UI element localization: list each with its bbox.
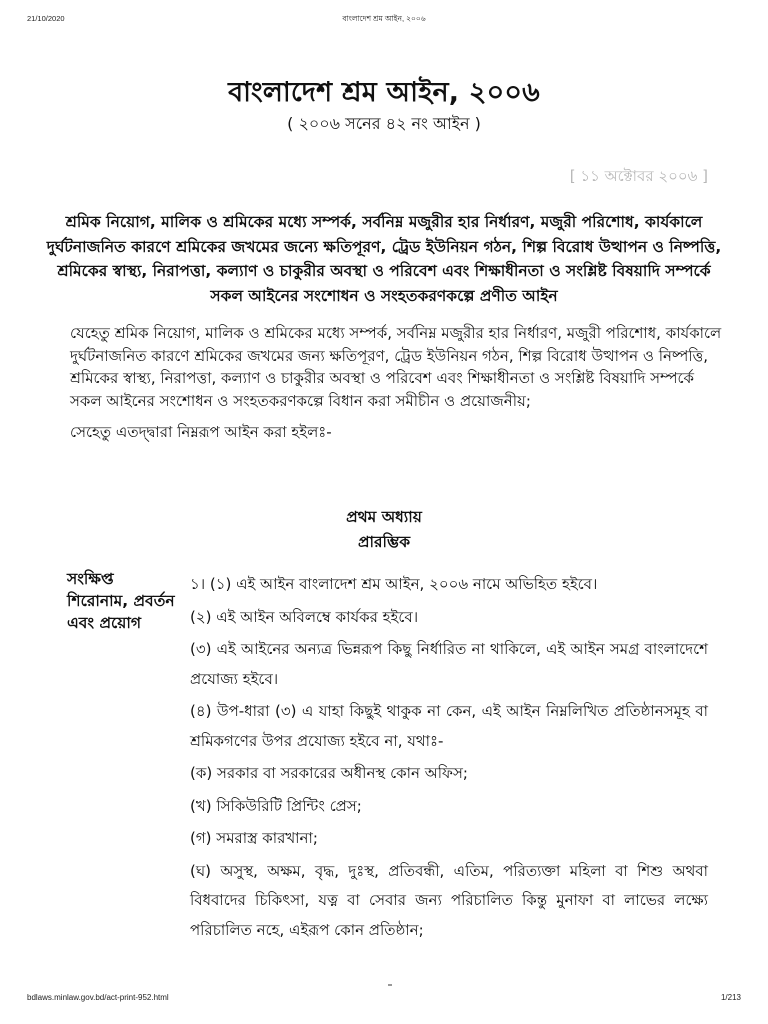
preamble-whereas: যেহেতু শ্রমিক নিয়োগ, মালিক ও শ্রমিকের মধ্যে সম্পর্ক, সর্বনিম্ন মজুরীর হার নির্ধারণ, মজুরী পরিশোধ, কার্যকালে দুর্ঘটনাজনিত কারণে শ্রমিকের জখমের জন্য ক্ষতিপূরণ, ট্রেড ইউনিয়ন গঠন, শিল্প বিরোধ উত্থাপন ও নিষ্পত্তি, শ্রমিকের স্বাস্থ্য, নিরাপত্তা, কল্যাণ ও চাকুরীর অবস্থা ও পরিবেশ এবং শিক্ষাধীনতা ও সংশ্লিষ্ট বিষয়াদি সম্পর্কে সকল আইনের সংশোধন ও সংহতকরণকল্পে বিধান করা সমীচীন ও প্রয়োজনীয়; (70, 324, 722, 410)
print-footer (0, 993, 768, 1007)
section-paragraph: ১। (১) এই আইন বাংলাদেশ শ্রম আইন, ২০০৬ নামে অভিহিত হইবে। (190, 575, 598, 593)
section-paragraph: (গ) সমরাস্ত্র কারখানা; (190, 829, 318, 847)
section-paragraph: (৩) এই আইনের অন্যত্র ভিন্নরূপ কিছু নির্ধারিত না থাকিলে, এই আইন সমগ্র বাংলাদেশে প্রযোজ্য হইবে। (190, 640, 708, 688)
preamble-enacting-clause: সেহেতু এতদ্দ্বারা নিম্নরূপ আইন করা হইলঃ- (70, 423, 332, 441)
print-page-title: বাংলাদেশ শ্রম আইন, ২০০৬ (342, 14, 426, 23)
chapter-number: প্রথম অধ্যায় (346, 508, 422, 526)
section-paragraph: (ঘ) অসুস্থ, অক্ষম, বৃদ্ধ, দুঃস্থ, প্রতিবন্ধী, এতিম, পরিত্যক্তা মহিলা বা শিশু অথবা বিধবাদের চিকিৎসা, যত্ন বা সেবার জন্য পরিচালিত কিন্তু মুনাফা বা লাভের লক্ষ্যে পরিচালিত নহে, এইরূপ কোন প্রতিষ্ঠান; (190, 861, 708, 939)
print-date: 21/10/2020 (27, 14, 65, 23)
act-date: [ ১১ অক্টোবর ২০০৬ ] (569, 167, 708, 185)
print-header (0, 14, 768, 26)
chapter-name: প্রারম্ভিক (357, 533, 411, 551)
section-paragraph: (২) এই আইন অবিলম্বে কার্যকর হইবে। (190, 607, 419, 626)
section-paragraph: (৪) উপ-ধারা (৩) এ যাহা কিছুই থাকুক না কেন, এই আইন নিম্নলিখিত প্রতিষ্ঠানসমূহ বা শ্রমিকগণের উপর প্রযোজ্য হইবে না, যথাঃ- (190, 702, 708, 750)
page-break-mark (388, 984, 392, 986)
print-url[interactable]: bdlaws.minlaw.gov.bd/act-print-952.html (27, 993, 169, 1002)
section-paragraph: (ক) সরকার বা সরকারের অধীনস্থ কোন অফিস; (190, 764, 468, 782)
act-number: ( ২০০৬ সনের ৪২ নং আইন ) (287, 114, 481, 133)
section-paragraph: (খ) সিকিউরিটি প্রিন্টিং প্রেস; (190, 796, 362, 815)
act-title: বাংলাদেশ শ্রম আইন, ২০০৬ (228, 77, 540, 108)
section-body (190, 570, 708, 948)
print-page-number: 1/213 (720, 993, 741, 1002)
preamble (70, 322, 730, 444)
act-long-title: শ্রমিক নিয়োগ, মালিক ও শ্রমিকের মধ্যে সম্পর্ক, সর্বনিম্ন মজুরীর হার নির্ধারণ, মজুরী পরিশোধ, কার্যকালে দুর্ঘটনাজনিত কারণে শ্রমিকের জখমের জন্যে ক্ষতিপূরণ, ট্রেড ইউনিয়ন গঠন, শিল্প বিরোধ উত্থাপন ও নিষ্পত্তি, শ্রমিকের স্বাস্থ্য, নিরাপত্তা, কল্যাণ ও চাকুরীর অবস্থা ও পরিবেশ এবং শিক্ষাধীনতা ও সংশ্লিষ্ট বিষয়াদি সম্পর্কে সকল আইনের সংশোধন ও সংহতকরণকল্পে প্রণীত আইন (46, 213, 722, 305)
section-side-heading: সংক্ষিপ্ত শিরোনাম, প্রবর্তন এবং প্রয়োগ (67, 570, 175, 632)
